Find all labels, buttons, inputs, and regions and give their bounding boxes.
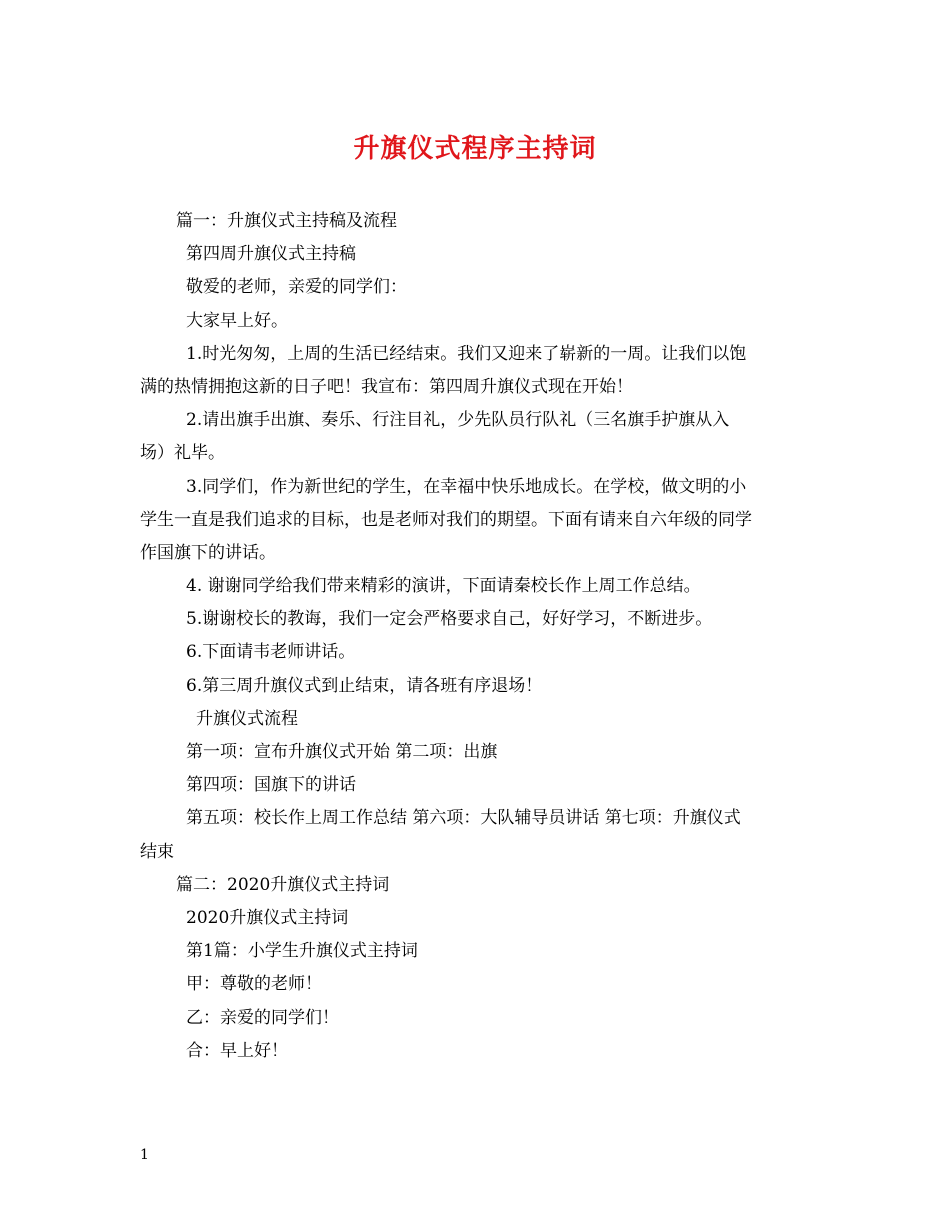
paragraph-line: 3.同学们，作为新世纪的学生，在幸福中快乐地成长。在学校，做文明的小: [186, 476, 747, 497]
paragraph-line: 第1篇：小学生升旗仪式主持词: [186, 941, 418, 962]
paragraph-line: 甲：尊敬的老师！: [186, 974, 322, 995]
paragraph-line: 大家早上好。: [186, 310, 288, 331]
paragraph-line: 1.时光匆匆，上周的生活已经结束。我们又迎来了崭新的一周。让我们以饱: [186, 343, 747, 364]
paragraph-line: 6.下面请韦老师讲话。: [186, 642, 356, 663]
paragraph-line: 第四周升旗仪式主持稿: [186, 244, 356, 265]
paragraph-line: 2020升旗仪式主持词: [186, 907, 349, 928]
paragraph-line: 6.第三周升旗仪式到止结束，请各班有序退场！: [186, 675, 543, 696]
paragraph-line: 第四项：国旗下的讲话: [186, 775, 356, 796]
paragraph-line: 2.请出旗手出旗、奏乐、行注目礼，少先队员行队礼（三名旗手护旗从入: [186, 410, 730, 431]
paragraph-line: 结束: [140, 841, 174, 862]
page-number: 1: [140, 1147, 149, 1163]
paragraph-line: 4. 谢谢同学给我们带来精彩的演讲，下面请秦校长作上周工作总结。: [186, 576, 701, 597]
paragraph-line: 5.谢谢校长的教诲，我们一定会严格要求自己，好好学习，不断进步。: [186, 609, 713, 630]
paragraph-line: 满的热情拥抱这新的日子吧！我宣布：第四周升旗仪式现在开始！: [140, 376, 633, 397]
paragraph-line: 敬爱的老师，亲爱的同学们：: [186, 277, 407, 298]
document-title: 升旗仪式程序主持词: [353, 134, 597, 164]
paragraph-line: 作国旗下的讲话。: [140, 542, 276, 563]
section-heading: 篇一：升旗仪式主持稿及流程: [176, 211, 397, 231]
paragraph-line: 场）礼毕。: [140, 443, 225, 464]
document-body: [140, 205, 813, 1068]
paragraph-line: 第五项：校长作上周工作总结 第六项：大队辅导员讲话 第七项：升旗仪式: [186, 808, 741, 829]
paragraph-line: 合：早上好！: [186, 1040, 288, 1061]
paragraph-line: 第一项：宣布升旗仪式开始 第二项：出旗: [186, 742, 498, 762]
section-subheading: 升旗仪式流程: [196, 708, 298, 729]
section-heading: 篇二：2020升旗仪式主持词: [176, 874, 390, 895]
paragraph-line: 乙：亲爱的同学们！: [186, 1007, 339, 1028]
paragraph-line: 学生一直是我们追求的目标，也是老师对我们的期望。下面有请来自六年级的同学: [140, 509, 752, 530]
